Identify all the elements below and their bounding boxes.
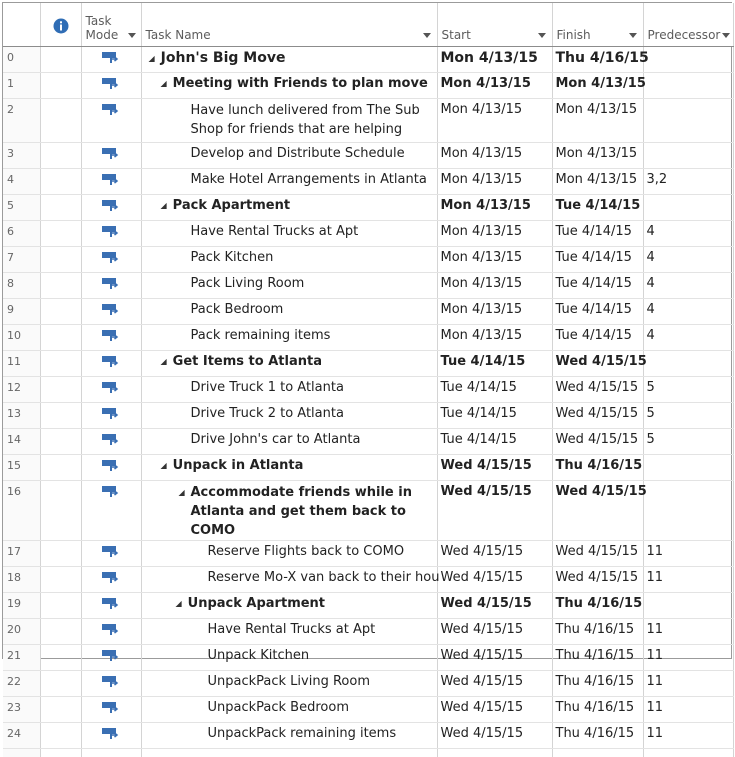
auto-scheduled-icon	[102, 546, 120, 558]
task-row[interactable]	[3, 541, 733, 567]
task-mode-cell[interactable]	[81, 619, 141, 645]
collapse-triangle-icon[interactable]: ◢	[149, 54, 155, 63]
row-id[interactable]: 20	[3, 619, 40, 645]
task-row[interactable]	[3, 403, 733, 429]
task-row[interactable]	[3, 195, 733, 221]
finish-cell[interactable]: Thu 4/16/15	[552, 723, 643, 749]
task-row[interactable]	[3, 481, 733, 541]
row-id	[3, 749, 40, 757]
task-mode-cell[interactable]	[81, 221, 141, 247]
finish-cell[interactable]: Wed 4/15/15	[552, 567, 643, 593]
task-mode-cell[interactable]	[81, 47, 141, 73]
column-header-task-mode[interactable]	[81, 3, 141, 47]
row-id[interactable]: 11	[3, 351, 40, 377]
task-name-cell[interactable]	[141, 429, 437, 455]
task-name: Accommodate friends while in Atlanta and get them back to COMO	[191, 485, 412, 538]
row-id[interactable]: 21	[3, 645, 40, 671]
auto-scheduled-icon	[102, 728, 120, 740]
auto-scheduled-icon	[102, 624, 120, 636]
finish-cell[interactable]: Thu 4/16/15	[552, 593, 643, 619]
finish-cell[interactable]: Thu 4/16/15	[552, 619, 643, 645]
finish-cell[interactable]: Mon 4/13/15	[552, 169, 643, 195]
task-name-cell[interactable]	[141, 143, 437, 169]
task-table	[3, 3, 734, 757]
predecessor-header-label: Predecessor	[648, 28, 721, 42]
task-mode-header-line1: Task	[86, 14, 112, 28]
indicator-cell	[40, 169, 81, 195]
task-name: UnpackPack Bedroom	[145, 700, 349, 715]
predecessor-cell[interactable]	[643, 351, 733, 377]
predecessor-cell[interactable]: 5	[643, 403, 733, 429]
task-row[interactable]	[3, 325, 733, 351]
task-name-cell[interactable]	[141, 273, 437, 299]
column-header-task-name[interactable]	[141, 3, 437, 47]
auto-scheduled-icon	[102, 434, 120, 446]
indicator-cell	[40, 619, 81, 645]
chevron-down-icon[interactable]	[128, 33, 136, 38]
row-id[interactable]: 2	[3, 99, 40, 143]
start-cell	[437, 749, 552, 757]
auto-scheduled-icon	[102, 598, 120, 610]
collapse-triangle-icon[interactable]: ◢	[161, 201, 167, 210]
task-row[interactable]	[3, 169, 733, 195]
auto-scheduled-icon	[102, 356, 120, 368]
auto-scheduled-icon	[102, 104, 120, 116]
task-row[interactable]	[3, 377, 733, 403]
indicator-cell	[40, 645, 81, 671]
indicator-cell	[40, 567, 81, 593]
column-header-start[interactable]	[437, 3, 552, 47]
task-row[interactable]	[3, 429, 733, 455]
start-cell[interactable]: Mon 4/13/15	[437, 99, 552, 143]
task-row[interactable]	[3, 299, 733, 325]
row-id[interactable]: 12	[3, 377, 40, 403]
collapse-triangle-icon[interactable]: ◢	[161, 357, 167, 366]
indicator-cell	[40, 593, 81, 619]
row-id[interactable]: 8	[3, 273, 40, 299]
start-cell[interactable]: Mon 4/13/15	[437, 299, 552, 325]
auto-scheduled-icon	[102, 278, 120, 290]
row-id[interactable]: 1	[3, 73, 40, 99]
task-name: Pack Bedroom	[145, 302, 284, 317]
task-name: Unpack Kitchen	[145, 648, 310, 663]
auto-scheduled-icon	[102, 382, 120, 394]
start-cell[interactable]: Mon 4/13/15	[437, 325, 552, 351]
task-name-cell[interactable]	[141, 593, 437, 619]
indicator-cell	[40, 143, 81, 169]
finish-cell[interactable]: Wed 4/15/15	[552, 541, 643, 567]
column-header-row	[3, 3, 733, 47]
row-id[interactable]: 16	[3, 481, 40, 541]
auto-scheduled-icon	[102, 78, 120, 90]
task-name-header-label: Task Name	[146, 28, 211, 42]
row-id[interactable]: 5	[3, 195, 40, 221]
auto-scheduled-icon	[102, 200, 120, 212]
task-name-cell[interactable]	[141, 723, 437, 749]
task-name: Meeting with Friends to plan move	[173, 76, 428, 91]
task-name-cell[interactable]	[141, 47, 437, 73]
start-cell[interactable]: Tue 4/14/15	[437, 429, 552, 455]
auto-scheduled-icon	[102, 676, 120, 688]
indicator-cell	[40, 481, 81, 541]
start-cell[interactable]: Wed 4/15/15	[437, 723, 552, 749]
predecessor-cell[interactable]: 11	[643, 541, 733, 567]
task-name: UnpackPack remaining items	[145, 726, 397, 741]
task-name-cell[interactable]	[141, 247, 437, 273]
finish-cell[interactable]: Mon 4/13/15	[552, 99, 643, 143]
start-cell[interactable]: Wed 4/15/15	[437, 455, 552, 481]
task-mode-cell[interactable]	[81, 481, 141, 541]
finish-cell[interactable]: Tue 4/14/15	[552, 221, 643, 247]
task-row[interactable]	[3, 671, 733, 697]
chevron-down-icon[interactable]	[629, 33, 637, 38]
start-cell[interactable]: Mon 4/13/15	[437, 47, 552, 73]
empty-row	[3, 749, 733, 757]
finish-cell[interactable]: Tue 4/14/15	[552, 299, 643, 325]
finish-cell[interactable]: Tue 4/14/15	[552, 325, 643, 351]
task-name-cell[interactable]	[141, 299, 437, 325]
task-mode-cell[interactable]	[81, 99, 141, 143]
indicator-cell	[40, 99, 81, 143]
task-name-cell[interactable]	[141, 567, 437, 593]
row-id[interactable]: 17	[3, 541, 40, 567]
task-row[interactable]	[3, 221, 733, 247]
chevron-down-icon[interactable]	[722, 33, 730, 38]
task-row[interactable]	[3, 567, 733, 593]
finish-cell[interactable]: Tue 4/14/15	[552, 273, 643, 299]
task-mode-cell[interactable]	[81, 143, 141, 169]
task-mode-cell[interactable]	[81, 723, 141, 749]
predecessor-cell	[643, 749, 733, 757]
task-mode-cell[interactable]	[81, 299, 141, 325]
start-cell[interactable]: Wed 4/15/15	[437, 567, 552, 593]
task-mode-cell[interactable]	[81, 273, 141, 299]
indicator-cell	[40, 195, 81, 221]
indicator-cell	[40, 697, 81, 723]
start-cell[interactable]: Mon 4/13/15	[437, 221, 552, 247]
task-mode-cell	[81, 749, 141, 757]
task-name-cell[interactable]	[141, 99, 437, 143]
finish-cell[interactable]: Wed 4/15/15	[552, 377, 643, 403]
task-sheet-view	[2, 2, 732, 659]
start-cell[interactable]: Mon 4/13/15	[437, 247, 552, 273]
task-mode-cell[interactable]	[81, 567, 141, 593]
task-name: Develop and Distribute Schedule	[145, 146, 405, 161]
finish-cell[interactable]: Thu 4/16/15	[552, 697, 643, 723]
task-name: Have Rental Trucks at Apt	[145, 622, 376, 637]
task-name: Pack Apartment	[173, 198, 290, 213]
finish-cell[interactable]: Tue 4/14/15	[552, 195, 643, 221]
task-name: Have Rental Trucks at Apt	[145, 224, 359, 239]
finish-cell[interactable]: Wed 4/15/15	[552, 429, 643, 455]
indicator-cell	[40, 377, 81, 403]
task-name: Make Hotel Arrangements in Atlanta	[145, 172, 427, 187]
task-name-cell[interactable]	[141, 541, 437, 567]
start-cell[interactable]: Tue 4/14/15	[437, 377, 552, 403]
row-id[interactable]: 15	[3, 455, 40, 481]
predecessor-cell[interactable]: 3,2	[643, 169, 733, 195]
finish-header-label: Finish	[557, 28, 591, 42]
finish-cell[interactable]: Thu 4/16/15	[552, 645, 643, 671]
task-mode-cell[interactable]	[81, 73, 141, 99]
finish-cell[interactable]: Wed 4/15/15	[552, 481, 643, 541]
task-name: Reserve Flights back to COMO	[145, 544, 405, 559]
collapse-triangle-icon[interactable]: ◢	[161, 79, 167, 88]
row-id[interactable]: 0	[3, 47, 40, 73]
row-id[interactable]: 13	[3, 403, 40, 429]
indicator-cell	[40, 221, 81, 247]
column-header-indicators[interactable]	[40, 3, 81, 47]
row-id[interactable]: 19	[3, 593, 40, 619]
indicator-cell	[40, 403, 81, 429]
task-name-cell[interactable]	[141, 403, 437, 429]
task-row[interactable]	[3, 47, 733, 73]
start-cell[interactable]: Tue 4/14/15	[437, 351, 552, 377]
row-id[interactable]: 22	[3, 671, 40, 697]
column-header-finish[interactable]	[552, 3, 643, 47]
task-row[interactable]	[3, 351, 733, 377]
finish-cell[interactable]: Mon 4/13/15	[552, 143, 643, 169]
task-mode-cell[interactable]	[81, 377, 141, 403]
task-name-cell[interactable]	[141, 481, 437, 541]
auto-scheduled-icon	[102, 226, 120, 238]
collapse-triangle-icon[interactable]: ◢	[176, 599, 182, 608]
finish-cell[interactable]: Wed 4/15/15	[552, 351, 643, 377]
indicator-cell	[40, 299, 81, 325]
auto-scheduled-icon	[102, 460, 120, 472]
task-mode-cell[interactable]	[81, 455, 141, 481]
task-mode-cell[interactable]	[81, 169, 141, 195]
finish-cell[interactable]: Mon 4/13/15	[552, 73, 643, 99]
row-id[interactable]: 7	[3, 247, 40, 273]
row-id[interactable]: 4	[3, 169, 40, 195]
task-mode-cell[interactable]	[81, 429, 141, 455]
predecessor-cell[interactable]: 5	[643, 429, 733, 455]
task-name: Pack Living Room	[145, 276, 305, 291]
predecessor-cell[interactable]: 11	[643, 697, 733, 723]
row-id[interactable]: 9	[3, 299, 40, 325]
auto-scheduled-icon	[102, 174, 120, 186]
predecessor-cell[interactable]	[643, 195, 733, 221]
task-row[interactable]	[3, 697, 733, 723]
auto-scheduled-icon	[102, 148, 120, 160]
predecessor-cell[interactable]: 4	[643, 273, 733, 299]
predecessor-cell[interactable]	[643, 455, 733, 481]
task-name-cell	[141, 749, 437, 757]
task-name-cell[interactable]	[141, 645, 437, 671]
auto-scheduled-icon	[102, 304, 120, 316]
start-cell[interactable]: Mon 4/13/15	[437, 273, 552, 299]
predecessor-cell[interactable]: 4	[643, 299, 733, 325]
predecessor-cell[interactable]: 5	[643, 377, 733, 403]
start-cell[interactable]: Mon 4/13/15	[437, 73, 552, 99]
row-id[interactable]: 6	[3, 221, 40, 247]
predecessor-cell[interactable]	[643, 99, 733, 143]
auto-scheduled-icon	[102, 252, 120, 264]
task-mode-cell[interactable]	[81, 645, 141, 671]
task-name-cell[interactable]	[141, 73, 437, 99]
auto-scheduled-icon	[102, 330, 120, 342]
predecessor-cell[interactable]	[643, 143, 733, 169]
finish-cell[interactable]: Thu 4/16/15	[552, 455, 643, 481]
predecessor-cell[interactable]: 4	[643, 221, 733, 247]
finish-cell	[552, 749, 643, 757]
finish-cell[interactable]: Thu 4/16/15	[552, 47, 643, 73]
task-name: Pack remaining items	[145, 328, 331, 343]
start-header-label: Start	[442, 28, 471, 42]
task-row[interactable]	[3, 273, 733, 299]
task-name-cell[interactable]	[141, 169, 437, 195]
predecessor-cell[interactable]: 11	[643, 567, 733, 593]
predecessor-cell[interactable]	[643, 73, 733, 99]
auto-scheduled-icon	[102, 702, 120, 714]
predecessor-cell[interactable]: 11	[643, 723, 733, 749]
indicator-cell	[40, 429, 81, 455]
task-name: Get Items to Atlanta	[173, 354, 322, 369]
task-name-cell[interactable]	[141, 221, 437, 247]
task-mode-cell[interactable]	[81, 247, 141, 273]
task-mode-cell[interactable]	[81, 593, 141, 619]
start-cell[interactable]: Mon 4/13/15	[437, 143, 552, 169]
start-cell[interactable]: Wed 4/15/15	[437, 645, 552, 671]
column-header-predecessor[interactable]	[643, 3, 733, 47]
predecessor-cell[interactable]	[643, 47, 733, 73]
row-id[interactable]: 23	[3, 697, 40, 723]
indicator-cell	[40, 671, 81, 697]
chevron-down-icon[interactable]	[538, 33, 546, 38]
task-row[interactable]	[3, 99, 733, 143]
task-name-cell[interactable]	[141, 351, 437, 377]
predecessor-cell[interactable]	[643, 481, 733, 541]
task-name: Drive John's car to Atlanta	[145, 432, 361, 447]
task-name: Reserve Mo-X van back to their hou	[145, 570, 440, 585]
task-mode-cell[interactable]	[81, 671, 141, 697]
start-cell[interactable]: Wed 4/15/15	[437, 541, 552, 567]
select-all-corner[interactable]	[3, 3, 40, 47]
start-cell[interactable]: Wed 4/15/15	[437, 593, 552, 619]
indicator-cell	[40, 325, 81, 351]
task-name: Drive Truck 2 to Atlanta	[145, 406, 344, 421]
info-icon	[53, 18, 69, 34]
chevron-down-icon[interactable]	[423, 33, 431, 38]
row-id[interactable]: 10	[3, 325, 40, 351]
auto-scheduled-icon	[102, 572, 120, 584]
start-cell[interactable]: Wed 4/15/15	[437, 671, 552, 697]
predecessor-cell[interactable]: 4	[643, 247, 733, 273]
task-name: John's Big Move	[161, 50, 286, 66]
row-id[interactable]: 14	[3, 429, 40, 455]
indicator-cell	[40, 73, 81, 99]
task-name-cell[interactable]	[141, 697, 437, 723]
task-mode-cell[interactable]	[81, 403, 141, 429]
predecessor-cell[interactable]: 11	[643, 619, 733, 645]
task-mode-cell[interactable]	[81, 697, 141, 723]
start-cell[interactable]: Tue 4/14/15	[437, 403, 552, 429]
start-cell[interactable]: Mon 4/13/15	[437, 169, 552, 195]
task-row[interactable]	[3, 723, 733, 749]
start-cell[interactable]: Mon 4/13/15	[437, 195, 552, 221]
auto-scheduled-icon	[102, 52, 120, 64]
row-id[interactable]: 3	[3, 143, 40, 169]
task-name-cell[interactable]	[141, 619, 437, 645]
auto-scheduled-icon	[102, 486, 120, 498]
indicator-cell	[40, 273, 81, 299]
indicator-cell	[40, 247, 81, 273]
task-mode-cell[interactable]	[81, 351, 141, 377]
start-cell[interactable]: Wed 4/15/15	[437, 697, 552, 723]
collapse-triangle-icon[interactable]: ◢	[161, 461, 167, 470]
finish-cell[interactable]: Wed 4/15/15	[552, 403, 643, 429]
task-mode-header-line2: Mode	[86, 28, 119, 42]
task-name-cell[interactable]	[141, 671, 437, 697]
indicator-cell	[40, 47, 81, 73]
row-id[interactable]: 24	[3, 723, 40, 749]
collapse-triangle-icon[interactable]: ◢	[179, 483, 185, 502]
task-row[interactable]	[3, 455, 733, 481]
indicator-cell	[40, 749, 81, 757]
predecessor-cell[interactable]: 4	[643, 325, 733, 351]
auto-scheduled-icon	[102, 408, 120, 420]
task-row[interactable]	[3, 645, 733, 671]
task-name: UnpackPack Living Room	[145, 674, 370, 689]
task-row[interactable]	[3, 247, 733, 273]
task-name: Unpack Apartment	[188, 596, 325, 611]
task-name-cell[interactable]	[141, 325, 437, 351]
indicator-cell	[40, 351, 81, 377]
finish-cell[interactable]: Thu 4/16/15	[552, 671, 643, 697]
predecessor-cell[interactable]: 11	[643, 645, 733, 671]
task-row[interactable]	[3, 593, 733, 619]
task-name-cell[interactable]	[141, 455, 437, 481]
task-name: Have lunch delivered from The Sub Shop for friends that are helping	[145, 101, 434, 139]
task-mode-cell[interactable]	[81, 195, 141, 221]
task-name-cell[interactable]	[141, 195, 437, 221]
task-name: Drive Truck 1 to Atlanta	[145, 380, 344, 395]
auto-scheduled-icon	[102, 650, 120, 662]
predecessor-cell[interactable]: 11	[643, 671, 733, 697]
indicator-cell	[40, 723, 81, 749]
task-name-cell[interactable]	[141, 377, 437, 403]
start-cell[interactable]: Wed 4/15/15	[437, 481, 552, 541]
row-id[interactable]: 18	[3, 567, 40, 593]
task-mode-cell[interactable]	[81, 325, 141, 351]
task-name: Unpack in Atlanta	[173, 458, 304, 473]
indicator-cell	[40, 541, 81, 567]
task-mode-cell[interactable]	[81, 541, 141, 567]
task-row[interactable]	[3, 73, 733, 99]
task-row[interactable]	[3, 143, 733, 169]
task-name: Pack Kitchen	[145, 250, 274, 265]
start-cell[interactable]: Wed 4/15/15	[437, 619, 552, 645]
finish-cell[interactable]: Tue 4/14/15	[552, 247, 643, 273]
indicator-cell	[40, 455, 81, 481]
task-row[interactable]	[3, 619, 733, 645]
predecessor-cell[interactable]	[643, 593, 733, 619]
